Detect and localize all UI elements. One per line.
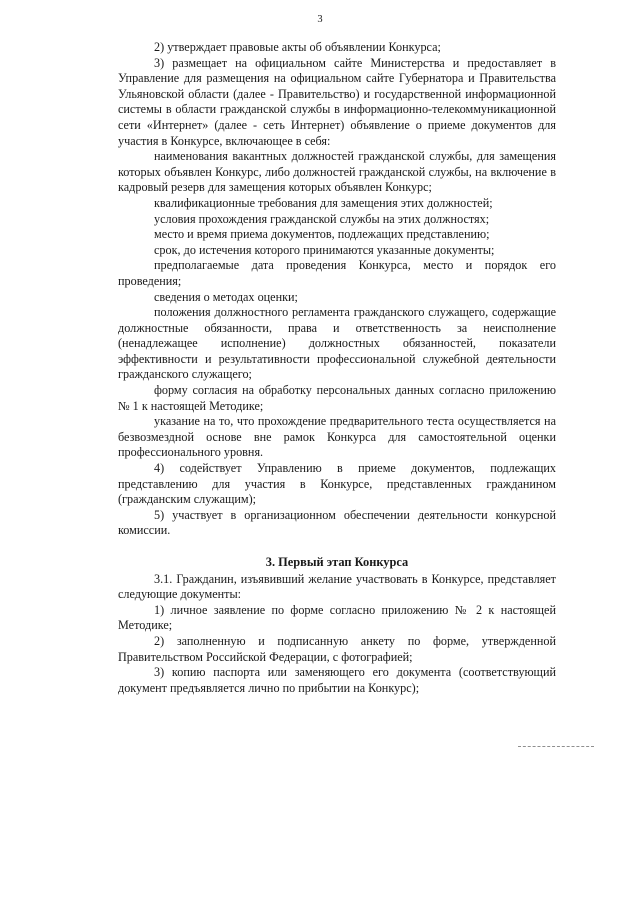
paragraph-doc-3: 3) копию паспорта или заменяющего его документа (соответствующий документ предъявляется лично по прибытии на Конкурс);	[118, 665, 556, 695]
paragraph-service-conditions: условия прохождения гражданской службы на этих должностях;	[154, 211, 490, 226]
paragraph-place-time: место и время приема документов, подлежащих представлению;	[154, 227, 490, 242]
paragraph-item-2: 2) утверждает правовые акты об объявлении Конкурса;	[154, 40, 441, 54]
paragraph-vacancies: наименования вакантных должностей гражданской службы, для замещения которых объявлен Конкурс, либо должностей гражданской службы, на включение в кадровый резерв для замещения которых объявлен Конкурс;	[118, 149, 556, 195]
paragraph-3-1: 3.1. Гражданин, изъявивший желание участвовать в Конкурсе, представляет следующие документы:	[118, 571, 556, 602]
paragraph-qualifications: квалификационные требования для замещения этих должностей;	[154, 195, 493, 210]
paragraph-contest-date: предполагаемые дата проведения Конкурса, место и порядок его проведения;	[118, 258, 556, 288]
page-number: 3	[317, 14, 323, 25]
paragraph-preliminary-test: указание на то, что прохождение предварительного теста осуществляется на безвозмездной основе вне рамок Конкурса для самостоятельной оценки профессионального уровня.	[118, 414, 556, 460]
paragraph-consent-form: форму согласия на обработку персональных данных согласно приложению № 1 к настоящей Методике;	[118, 383, 556, 413]
paragraph-item-5: 5) участвует в организационном обеспечении деятельности конкурсной комиссии.	[118, 507, 556, 538]
section-heading: 3. Первый этап Конкурса	[265, 555, 409, 569]
paragraph-doc-2: 2) заполненную и подписанную анкету по форме, утвержденной Правительством Российской Федерации, с фотографией;	[118, 633, 556, 664]
paragraph-item-4: 4) содействует Управлению в приеме документов, подлежащих представлению для участия в Конкурсе, представленных гражданином (гражданским служащим);	[118, 461, 556, 507]
paragraph-job-regulation: положения должностного регламента гражданского служащего, содержащие должностные обязанности, права и ответственность за неисполнение (ненадлежащее исполнение) должностных обязанностей, показатели эффективности и результативности профессиональной служебной деятельности гражданского служащего;	[118, 305, 556, 382]
scan-artifact-mark	[518, 746, 594, 749]
paragraph-deadline: срок, до истечения которого принимаются указанные документы;	[154, 242, 495, 257]
paragraph-evaluation-methods: сведения о методах оценки;	[154, 289, 298, 304]
document-body	[118, 40, 556, 696]
paragraph-doc-1: 1) личное заявление по форме согласно приложению № 2 к настоящей Методике;	[118, 602, 556, 633]
paragraph-item-3: 3) размещает на официальном сайте Министерства и предоставляет в Управление для размещения на официальном сайте Губернатора и Правительства Ульяновской области (далее - Правительство) и государственной информационной системы в области гражданской службы в информационно-телекоммуникационной сети «Интернет» (далее - сеть Интернет) объявление о приеме документов для участия в Конкурсе, включающее в себя:	[118, 55, 556, 148]
